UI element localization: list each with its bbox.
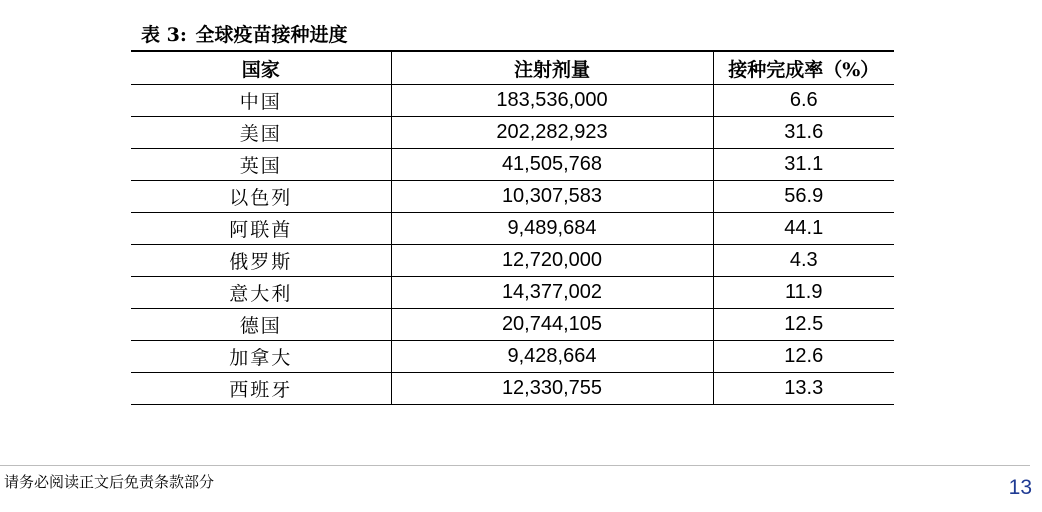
doses-cell: 14,377,002 <box>391 277 713 309</box>
country-cell: 加拿大 <box>131 341 391 373</box>
footer-divider <box>0 465 1030 466</box>
table-title: 全球疫苗接种进度 <box>195 24 348 46</box>
doses-cell: 20,744,105 <box>391 309 713 341</box>
country-cell: 阿联酋 <box>131 213 391 245</box>
completion-rate-cell: 11.9 <box>713 277 894 309</box>
doses-cell: 9,428,664 <box>391 341 713 373</box>
table-row <box>131 277 894 309</box>
completion-rate-cell: 12.6 <box>713 341 894 373</box>
doses-cell: 202,282,923 <box>391 117 713 149</box>
country-cell: 中国 <box>131 85 391 117</box>
column-header-country: 国家 <box>131 51 391 85</box>
doses-cell: 183,536,000 <box>391 85 713 117</box>
table-row <box>131 181 894 213</box>
vaccination-table <box>131 50 894 405</box>
table-caption <box>141 22 348 48</box>
table-row <box>131 373 894 405</box>
country-cell: 德国 <box>131 309 391 341</box>
country-cell: 美国 <box>131 117 391 149</box>
completion-rate-cell: 31.6 <box>713 117 894 149</box>
table-row <box>131 85 894 117</box>
column-header-doses: 注射剂量 <box>391 51 713 85</box>
country-cell: 西班牙 <box>131 373 391 405</box>
country-cell: 俄罗斯 <box>131 245 391 277</box>
completion-rate-cell: 44.1 <box>713 213 894 245</box>
completion-rate-cell: 12.5 <box>713 309 894 341</box>
table-row <box>131 117 894 149</box>
table-row <box>131 149 894 181</box>
table-row <box>131 245 894 277</box>
page-number: 13 <box>1008 476 1032 499</box>
doses-cell: 9,489,684 <box>391 213 713 245</box>
table-label: 表 3: <box>141 24 187 46</box>
doses-cell: 10,307,583 <box>391 181 713 213</box>
table-header-row <box>131 51 894 85</box>
doses-cell: 41,505,768 <box>391 149 713 181</box>
doses-cell: 12,330,755 <box>391 373 713 405</box>
completion-rate-cell: 6.6 <box>713 85 894 117</box>
completion-rate-cell: 4.3 <box>713 245 894 277</box>
country-cell: 以色列 <box>131 181 391 213</box>
table-row <box>131 341 894 373</box>
completion-rate-cell: 31.1 <box>713 149 894 181</box>
completion-rate-cell: 13.3 <box>713 373 894 405</box>
column-header-completion-rate: 接种完成率（%） <box>713 51 894 85</box>
country-cell: 意大利 <box>131 277 391 309</box>
country-cell: 英国 <box>131 149 391 181</box>
doses-cell: 12,720,000 <box>391 245 713 277</box>
table-row <box>131 213 894 245</box>
table-row <box>131 309 894 341</box>
completion-rate-cell: 56.9 <box>713 181 894 213</box>
footer-disclaimer: 请务必阅读正文后免责条款部分 <box>4 473 215 491</box>
